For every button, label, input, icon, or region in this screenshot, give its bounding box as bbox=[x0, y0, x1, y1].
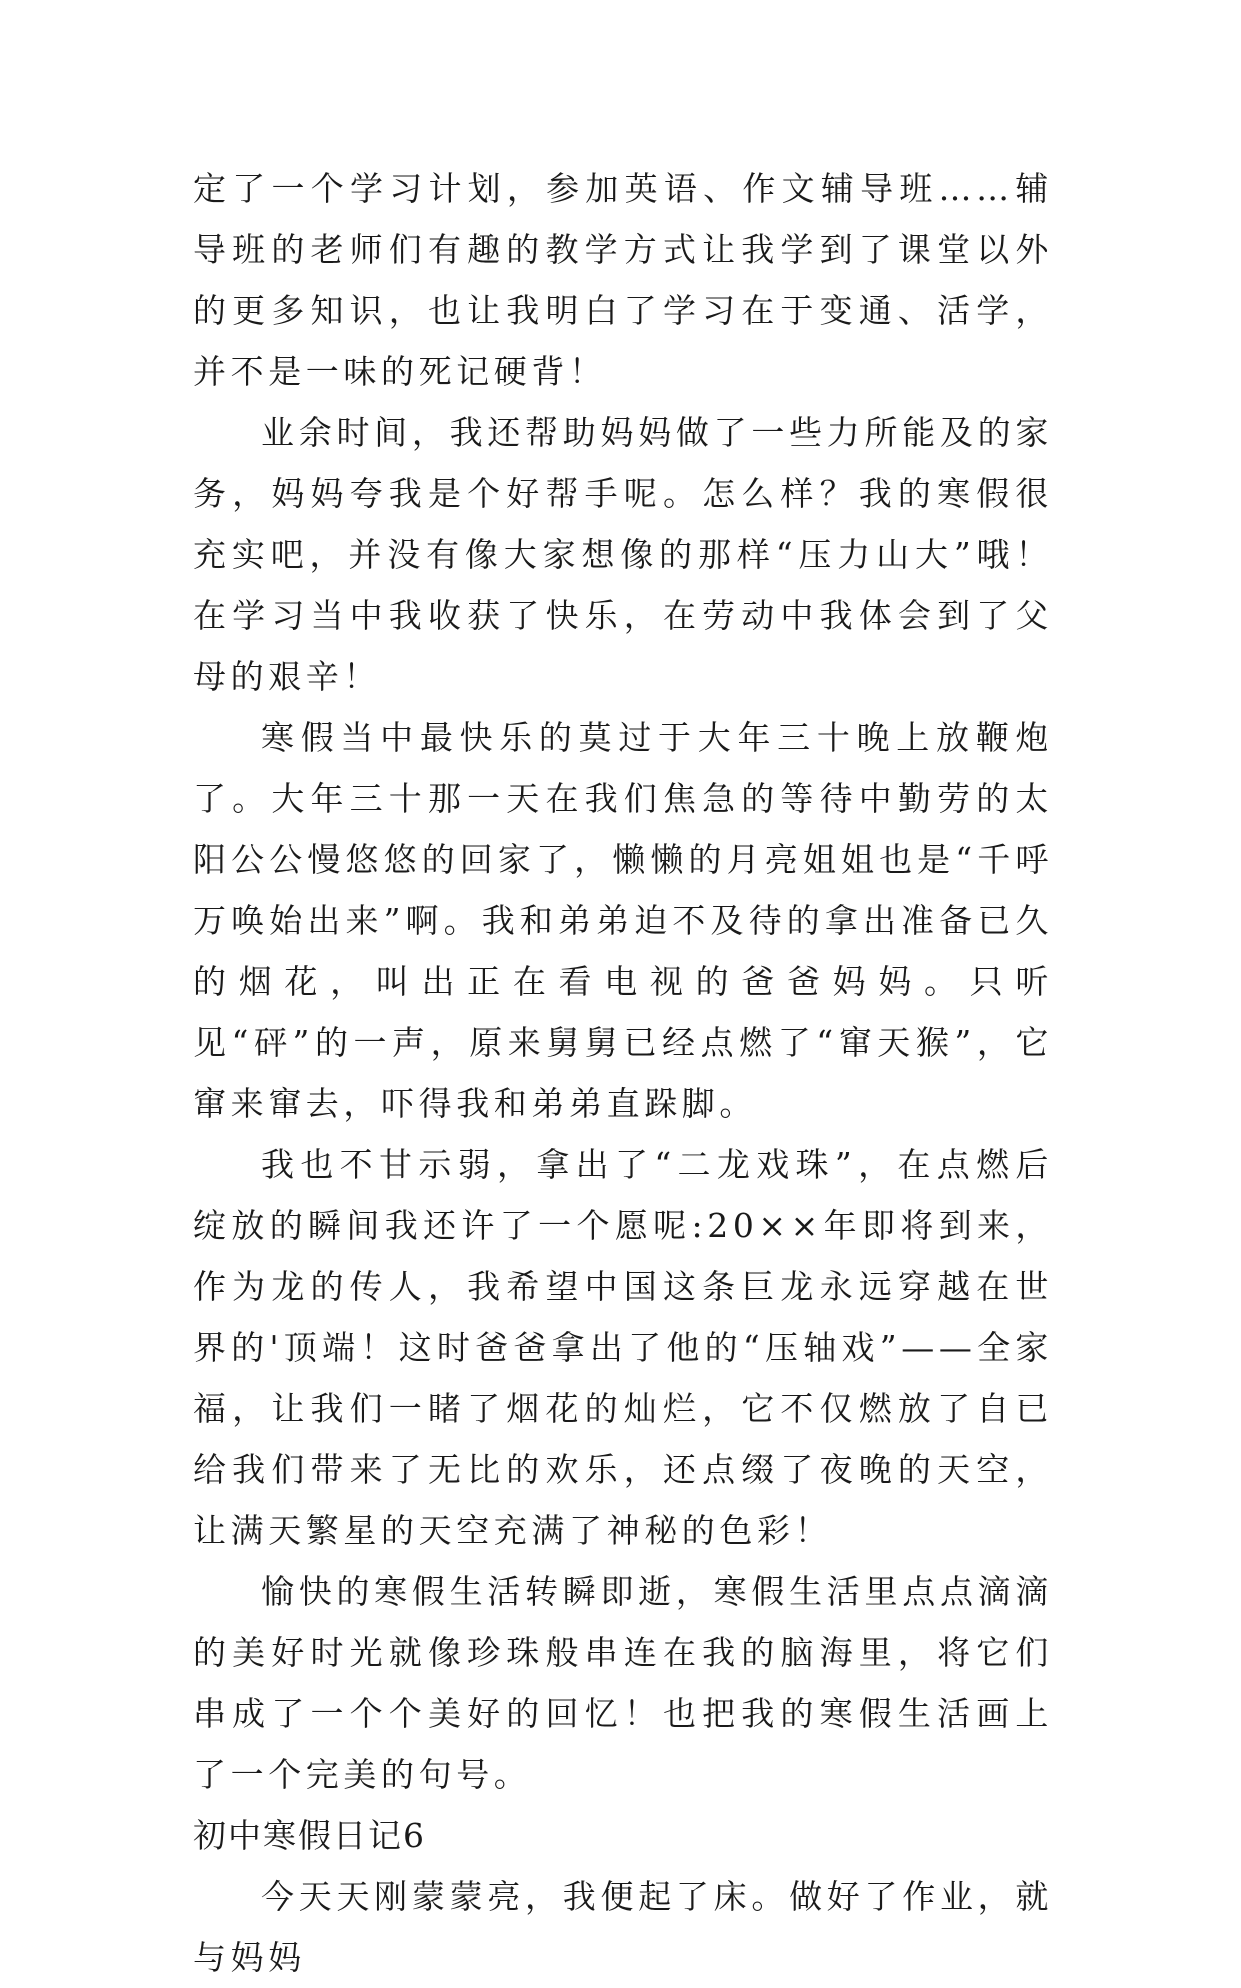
section-heading: 初中寒假日记6 bbox=[193, 1816, 426, 1855]
paragraph-new-year-eve: 寒假当中最快乐的莫过于大年三十晚上放鞭炮了。大年三十那一天在我们焦急的等待中勤劳的太阳公公慢悠悠的回家了，懒懒的月亮姐姐也是“千呼万唤始出来”啊。我和弟弟迫不及待的拿出准备已久的烟花，叫出正在看电视的爸爸妈妈。只听见“砰”的一声，原来舅舅已经点燃了“窜天猴”，它窜来窜去，吓得我和弟弟直跺脚。 bbox=[193, 718, 1053, 1123]
paragraph-diary-six-start: 今天天刚蒙蒙亮，我便起了床。做好了作业，就与妈妈 bbox=[193, 1877, 1053, 1977]
paragraph-housework: 业余时间，我还帮助妈妈做了一些力所能及的家务，妈妈夸我是个好帮手呢。怎么样？我的寒假很充实吧，并没有像大家想像的那样“压力山大”哦！在学习当中我收获了快乐，在劳动中我体会到了父母的艰辛！ bbox=[193, 413, 1053, 696]
paragraph-study-plan: 定了一个学习计划，参加英语、作文辅导班……辅导班的老师们有趣的教学方式让我学到了课堂以外的更多知识，也让我明白了学习在于变通、活学，并不是一味的死记硬背！ bbox=[193, 169, 1053, 391]
document-page bbox=[193, 158, 1053, 1988]
paragraph-fireworks: 我也不甘示弱，拿出了“二龙戏珠”，在点燃后绽放的瞬间我还许了一个愿呢:20××年即将到来，作为龙的传人，我希望中国这条巨龙永远穿越在世界的'顶端！这时爸爸拿出了他的“压轴戏”——全家福，让我们一睹了烟花的灿烂，它不仅燃放了自已给我们带来了无比的欢乐，还点缀了夜晚的天空，让满天繁星的天空充满了神秘的色彩！ bbox=[193, 1145, 1053, 1550]
paragraph-conclusion: 愉快的寒假生活转瞬即逝，寒假生活里点点滴滴的美好时光就像珍珠般串连在我的脑海里，将它们串成了一个个美好的回忆！也把我的寒假生活画上了一个完美的句号。 bbox=[193, 1572, 1053, 1794]
